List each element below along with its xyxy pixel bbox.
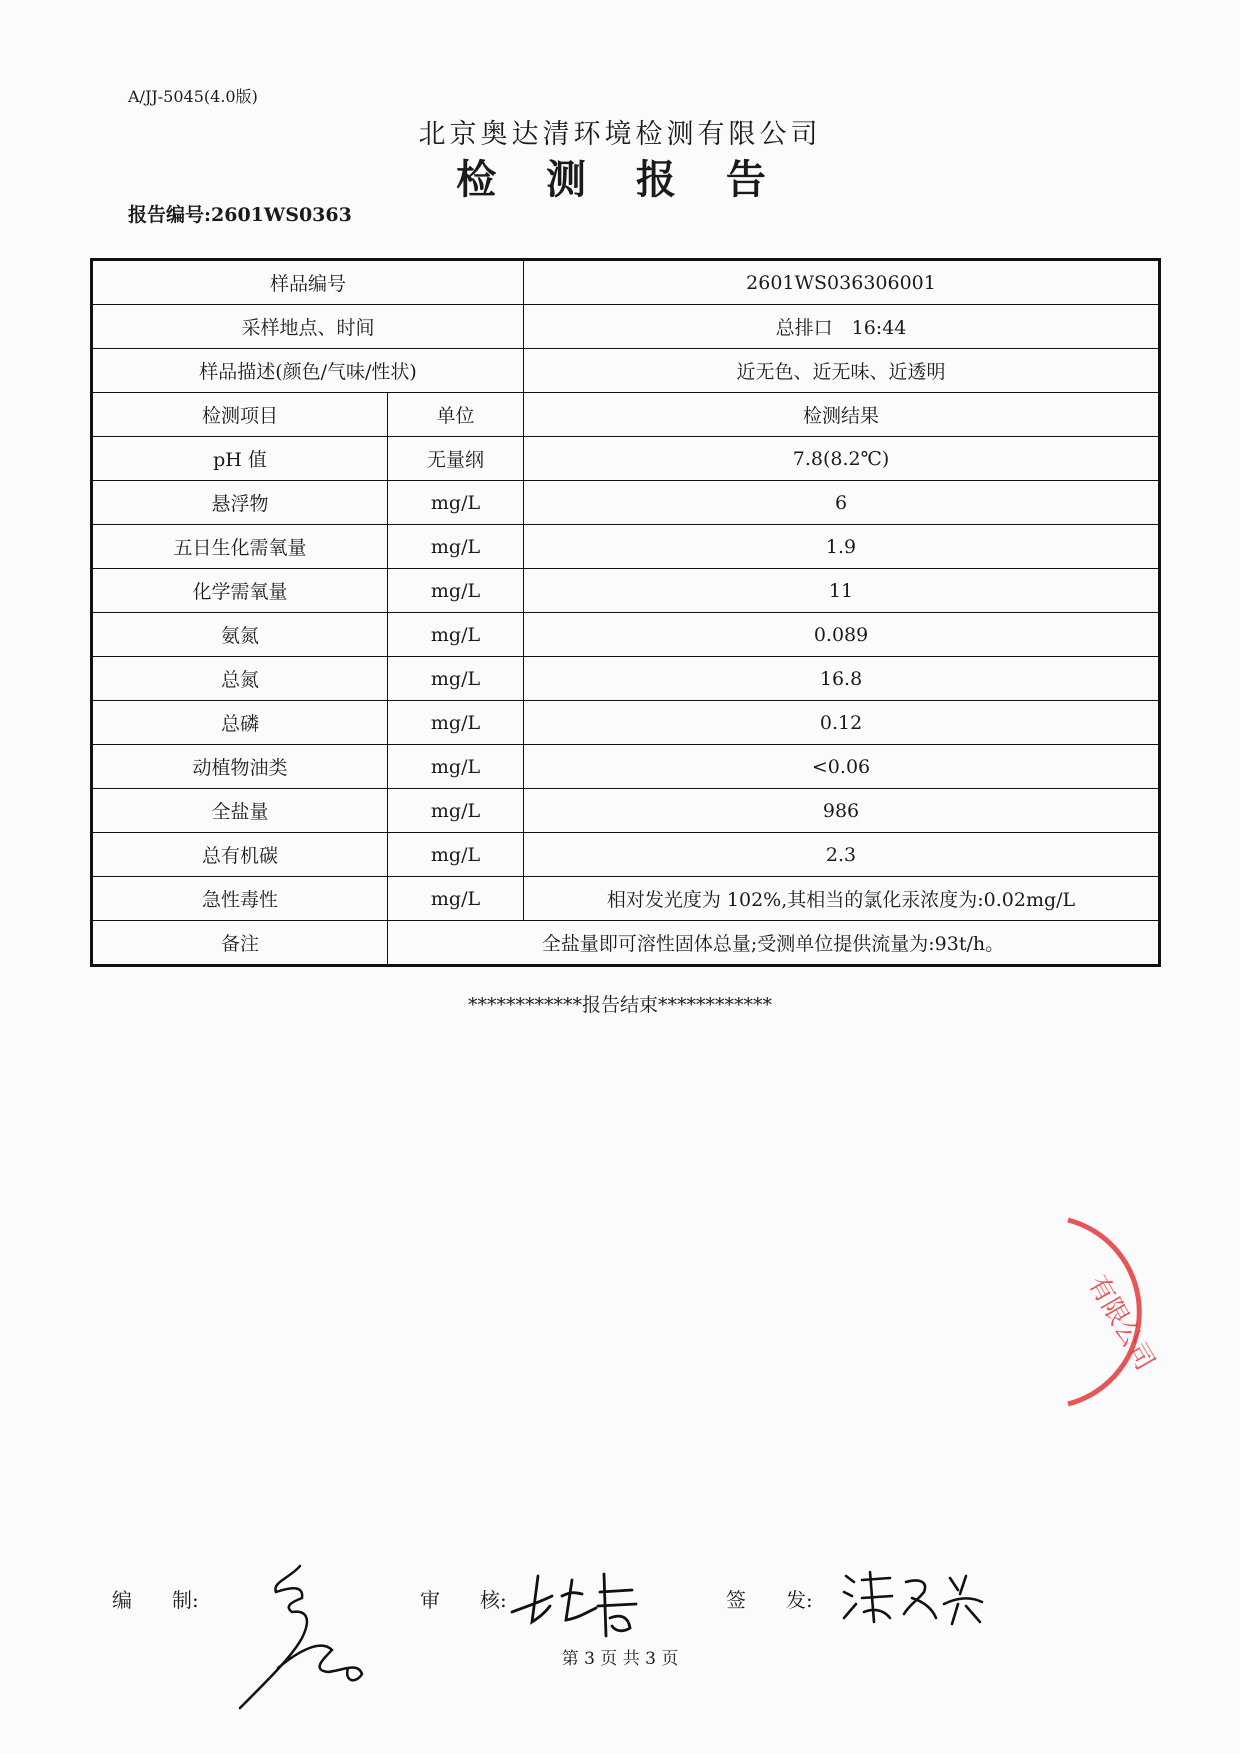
row-unit: mg/L	[388, 613, 524, 657]
info-label: 样品编号	[92, 260, 524, 305]
row-unit: mg/L	[388, 789, 524, 833]
table-row	[92, 613, 1160, 657]
row-result: 986	[524, 789, 1160, 833]
row-item: 总氮	[92, 657, 388, 701]
info-label: 采样地点、时间	[92, 305, 524, 349]
row-item: 总磷	[92, 701, 388, 745]
table-row	[92, 481, 1160, 525]
reviewed-by-label: 审 核:	[420, 1588, 507, 1612]
row-unit: mg/L	[388, 701, 524, 745]
info-label: 样品描述(颜色/气味/性状)	[92, 349, 524, 393]
row-result: 6	[524, 481, 1160, 525]
page-number: 第 3 页 共 3 页	[561, 1649, 679, 1669]
row-unit: mg/L	[388, 569, 524, 613]
row-result: 0.089	[524, 613, 1160, 657]
table-row	[92, 437, 1160, 481]
info-row-description	[92, 349, 1160, 393]
svg-text:有限公司: 有限公司	[1081, 1270, 1160, 1376]
report-number: 报告编号:2601WS0363	[128, 204, 352, 226]
prepared-by-signature	[232, 1558, 402, 1718]
table-row	[92, 569, 1160, 613]
info-value: 近无色、近无味、近透明	[524, 349, 1160, 393]
row-item: 总有机碳	[92, 833, 388, 877]
company-seal	[1048, 1212, 1168, 1412]
report-end-mark: ************报告结束************	[467, 994, 772, 1016]
row-item: 五日生化需氧量	[92, 525, 388, 569]
table-row	[92, 745, 1160, 789]
row-item: 全盐量	[92, 789, 388, 833]
row-item: 氨氮	[92, 613, 388, 657]
info-value: 总排口 16:44	[524, 305, 1160, 349]
row-result: 2.3	[524, 833, 1160, 877]
row-result: 7.8(8.2℃)	[524, 437, 1160, 481]
row-item: 急性毒性	[92, 877, 388, 921]
info-row-sampling	[92, 305, 1160, 349]
row-result: 16.8	[524, 657, 1160, 701]
table-row	[92, 701, 1160, 745]
issued-by-label: 签 发:	[726, 1588, 813, 1612]
row-unit: mg/L	[388, 525, 524, 569]
info-row-sample-id	[92, 260, 1160, 305]
header-item: 检测项目	[92, 393, 388, 437]
table-row	[92, 833, 1160, 877]
table-row	[92, 789, 1160, 833]
row-unit: mg/L	[388, 833, 524, 877]
table-row	[92, 525, 1160, 569]
remarks-row	[92, 921, 1160, 966]
prepared-by-label: 编 制:	[112, 1588, 199, 1612]
row-item: 悬浮物	[92, 481, 388, 525]
row-result: <0.06	[524, 745, 1160, 789]
header-result: 检测结果	[524, 393, 1160, 437]
row-unit: mg/L	[388, 877, 524, 921]
row-item: 化学需氧量	[92, 569, 388, 613]
remarks-value: 全盐量即可溶性固体总量;受测单位提供流量为:93t/h。	[388, 921, 1160, 966]
document-title: 检 测 报 告	[456, 157, 784, 203]
row-result: 11	[524, 569, 1160, 613]
info-value: 2601WS036306001	[524, 260, 1160, 305]
row-item: pH 值	[92, 437, 388, 481]
header-unit: 单位	[388, 393, 524, 437]
reviewed-by-signature	[508, 1562, 658, 1644]
issued-by-signature	[840, 1568, 990, 1630]
row-item: 动植物油类	[92, 745, 388, 789]
row-result: 1.9	[524, 525, 1160, 569]
table-row	[92, 657, 1160, 701]
remarks-label: 备注	[92, 921, 388, 966]
row-result: 相对发光度为 102%,其相当的氯化汞浓度为:0.02mg/L	[524, 877, 1160, 921]
row-unit: 无量纲	[388, 437, 524, 481]
row-result: 0.12	[524, 701, 1160, 745]
row-unit: mg/L	[388, 745, 524, 789]
company-name: 北京奥达清环境检测有限公司	[418, 119, 822, 150]
table-header-row	[92, 393, 1160, 437]
results-table	[90, 258, 1161, 967]
table-row	[92, 877, 1160, 921]
row-unit: mg/L	[388, 657, 524, 701]
row-unit: mg/L	[388, 481, 524, 525]
form-code: A/JJ-5045(4.0版)	[128, 87, 258, 106]
